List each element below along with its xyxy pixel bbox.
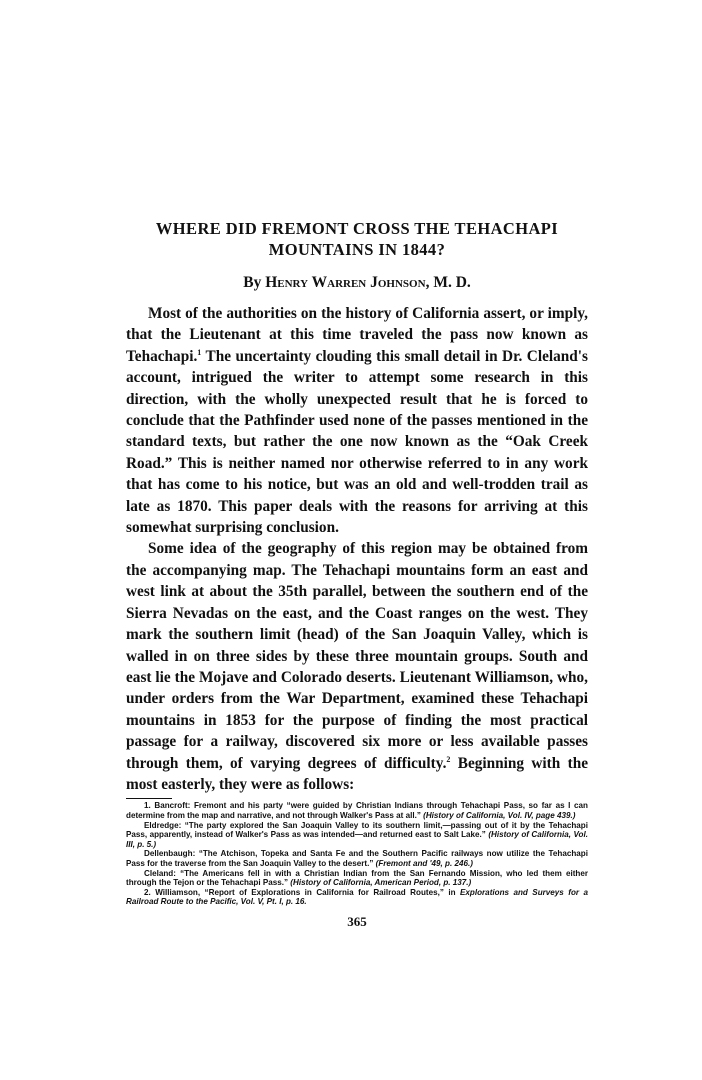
footnote-text: 1. Bancroft: Fremont and his party “were guided by Christian Indians through Tehachapi Pass, so far as I can determine from the map and narrative, and not through Walker's Pass at all.”	[126, 801, 588, 820]
footnote-ref-1: 1	[197, 347, 202, 357]
footnote-citation: (History of California, Vol. III, p. 5.)	[126, 830, 588, 849]
footnote-citation: Explorations and Surveys for a Railroad Route to the Pacific, Vol. V, Pt. I, p. 16.	[126, 887, 588, 907]
title-line-2: MOUNTAINS IN 1844?	[268, 240, 446, 259]
footnote-citation: (History of California, American Period, p. 137.)	[290, 878, 472, 888]
footnotes	[126, 801, 588, 907]
footnote-citation: (Fremont and '49, p. 246.)	[375, 858, 473, 868]
footnote-citation: (History of California, Vol. IV, page 439.)	[423, 810, 576, 820]
footnote-text: Dellenbaugh: “The Atchison, Topeka and Santa Fe and the Southern Pacific railways now utilize the Tehachapi Pass for the traverse from the San Joaquin Valley to the desert.”	[126, 849, 588, 868]
article-page	[126, 218, 588, 930]
p1-text-a: Most of the authorities on the history of California assert, or imply, that the Lieutenant at this time traveled the pass now known as Tehachapi.	[126, 305, 588, 365]
footnote-divider	[126, 798, 172, 799]
author-suffix: , M. D.	[425, 274, 471, 291]
article-body	[126, 303, 588, 795]
paragraph-1	[126, 303, 588, 538]
p2-text-b: Beginning with the most easterly, they were as follows:	[126, 754, 588, 793]
author-byline	[126, 273, 588, 293]
footnote-williamson	[126, 888, 588, 907]
p1-text-b: The uncertainty clouding this small detail in Dr. Cleland's account, intrigued the writer to attempt some research in this direction, with the wholly unexpected result that he is forced to conclude that the Pathfinder used none of the passes mentioned in the standard texts, but rather the one now known as the “Oak Creek Road.” This is neither named nor otherwise referred to in any work that has come to his notice, but was an old and well-trodden trail as late as 1870. This paper deals with the reasons for arriving at this somewhat surprising conclusion.	[126, 347, 588, 537]
footnote-cleland	[126, 869, 588, 888]
paragraph-2	[126, 538, 588, 795]
footnote-dellenbaugh	[126, 849, 588, 868]
footnote-bancroft	[126, 801, 588, 820]
title-line-1: WHERE DID FREMONT CROSS THE TEHACHAPI	[155, 219, 559, 238]
author-name: Henry Warren Johnson	[265, 274, 426, 291]
footnote-ref-2: 2	[446, 754, 451, 764]
footnote-text: Cleland: “The Americans fell in with a Christian Indian from the San Fernando Mission, who led them either through the Tejon or the Tehachapi Pass.”	[126, 868, 588, 888]
author-by: By	[243, 274, 262, 291]
article-title	[126, 218, 588, 260]
footnote-text: Eldredge: “The party explored the San Joaquin Valley to its southern limit,—passing out of it by the Tehachapi Pass, apparently, instead of Walker's Pass as was intended—and returned east to Salt Lake.”	[126, 820, 588, 840]
p2-text-a: Some idea of the geography of this region may be obtained from the accompanying map. The Tehachapi mountains form an east and west link at about the 35th parallel, between the southern end of the Sierra Nevadas on the east, and the Coast ranges on the west. They mark the southern limit (head) of the San Joaquin Valley, which is walled in on three sides by these three mountain groups. South and east lie the Mojave and Colorado deserts. Lieutenant Williamson, who, under orders from the War Department, examined these Tehachapi mountains in 1853 for the purpose of finding the most practical passage for a railway, discovered six more or less available passes through them, of varying degrees of difficulty.	[126, 540, 588, 772]
footnote-eldredge	[126, 821, 588, 850]
footnote-text: 2. Williamson, “Report of Explorations in California for Railroad Routes,” in	[144, 887, 456, 897]
page-number: 365	[347, 913, 367, 929]
